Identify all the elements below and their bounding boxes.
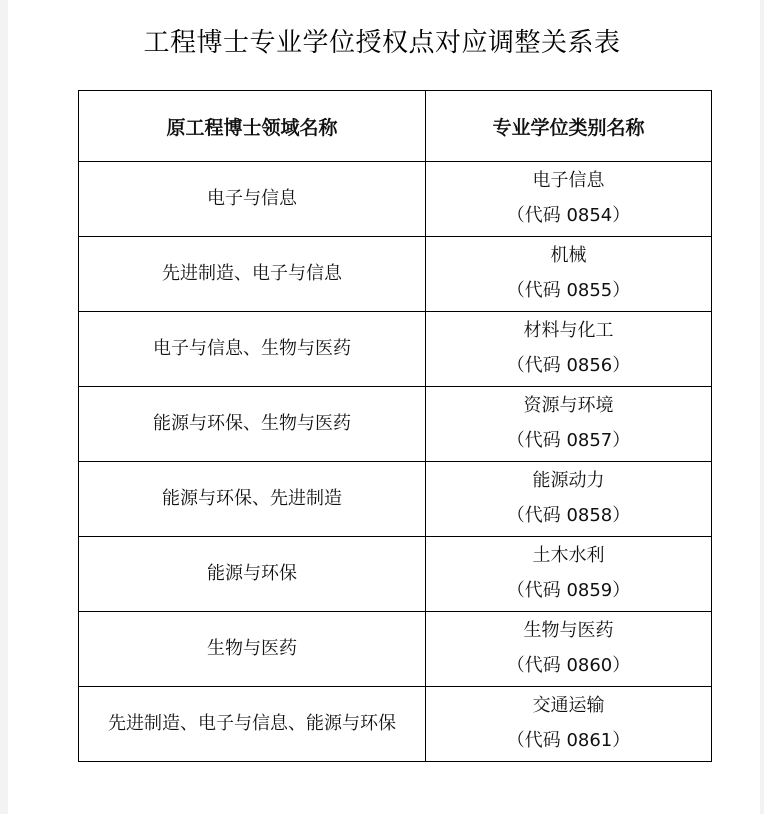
table-row	[79, 537, 712, 612]
original-field-cell: 能源与环保、先进制造	[79, 462, 426, 537]
document-title: 工程博士专业学位授权点对应调整关系表	[143, 28, 621, 58]
table-row	[79, 687, 712, 762]
table-row	[79, 462, 712, 537]
category-name: 土木水利	[532, 545, 605, 566]
category-name: 电子信息	[532, 170, 605, 191]
category-name: 交通运输	[532, 695, 605, 716]
category-cell	[426, 387, 712, 462]
category-cell	[426, 312, 712, 387]
original-field-cell: 电子与信息、生物与医药	[79, 312, 426, 387]
category-cell	[426, 612, 712, 687]
table-header-row	[79, 91, 712, 162]
category-code: （代码 0861）	[506, 730, 631, 751]
table-row	[79, 237, 712, 312]
category-cell	[426, 687, 712, 762]
category-name: 能源动力	[532, 470, 605, 491]
page-left-margin	[0, 0, 8, 814]
category-cell	[426, 162, 712, 237]
category-code: （代码 0859）	[506, 580, 631, 601]
category-code: （代码 0856）	[506, 355, 631, 376]
category-cell	[426, 237, 712, 312]
table-row	[79, 162, 712, 237]
category-code: （代码 0860）	[506, 655, 631, 676]
category-name: 机械	[550, 245, 587, 266]
category-name: 材料与化工	[523, 320, 614, 341]
category-cell	[426, 537, 712, 612]
original-field-cell: 生物与医药	[79, 612, 426, 687]
category-cell	[426, 462, 712, 537]
category-code: （代码 0858）	[506, 505, 631, 526]
category-name: 生物与医药	[523, 620, 614, 641]
category-code: （代码 0855）	[506, 280, 631, 301]
original-field-cell: 能源与环保、生物与医药	[79, 387, 426, 462]
original-field-cell: 先进制造、电子与信息	[79, 237, 426, 312]
original-field-cell: 能源与环保	[79, 537, 426, 612]
original-field-cell: 电子与信息	[79, 162, 426, 237]
page-right-margin	[760, 0, 764, 814]
header-degree-category: 专业学位类别名称	[426, 91, 712, 162]
table-row	[79, 312, 712, 387]
table-row	[79, 387, 712, 462]
original-field-cell: 先进制造、电子与信息、能源与环保	[79, 687, 426, 762]
header-original-field: 原工程博士领域名称	[79, 91, 426, 162]
table-row	[79, 612, 712, 687]
category-code: （代码 0857）	[506, 430, 631, 451]
category-code: （代码 0854）	[506, 205, 631, 226]
category-name: 资源与环境	[523, 395, 614, 416]
mapping-table	[78, 90, 712, 762]
